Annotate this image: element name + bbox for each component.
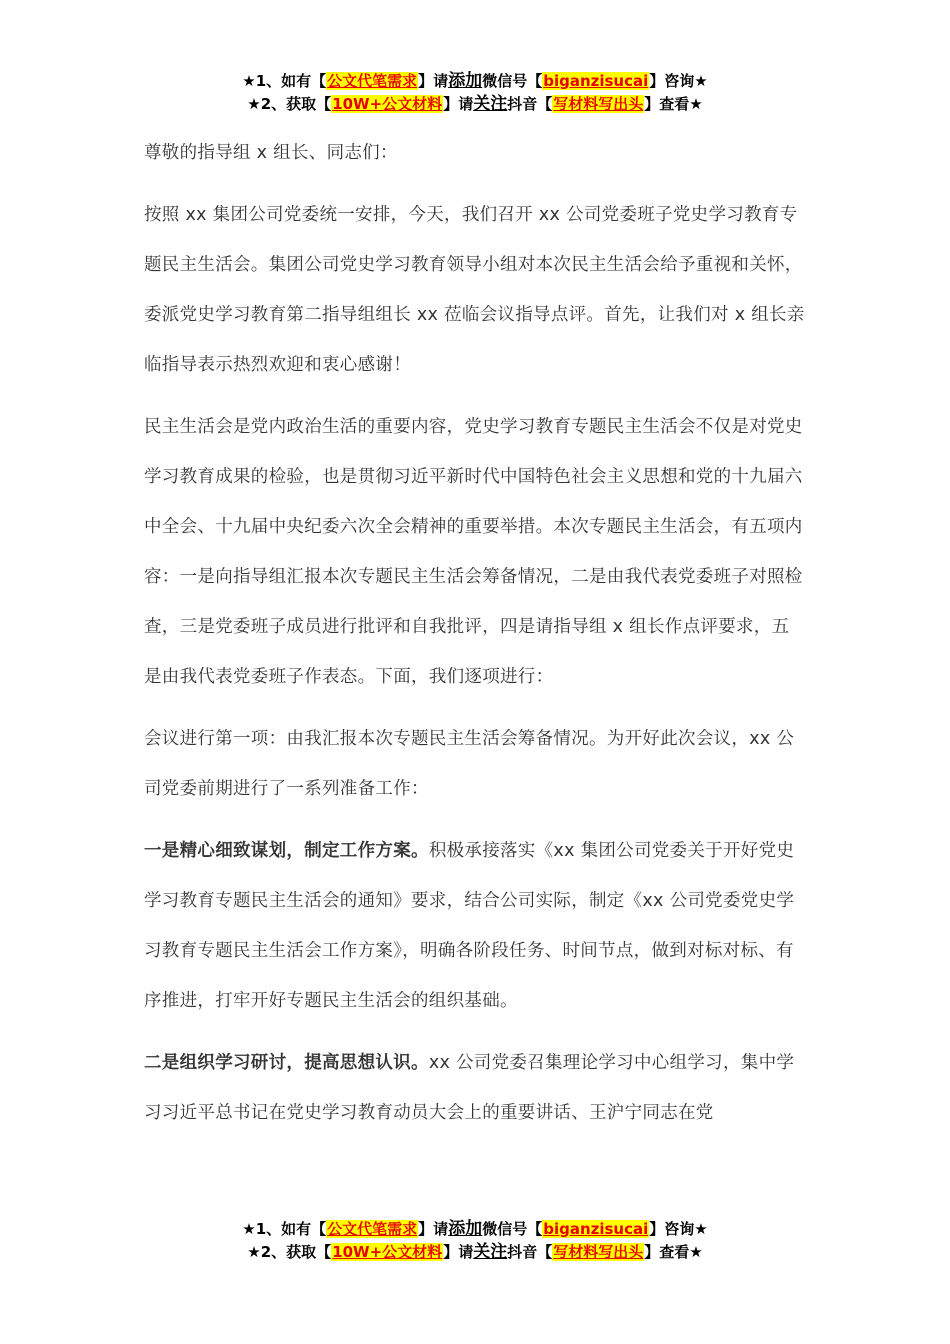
banner-text: 】请 xyxy=(418,72,449,90)
paragraph-planning xyxy=(144,826,806,1026)
banner-line-1 xyxy=(0,70,950,93)
emphasis-follow: 关注 xyxy=(473,94,508,114)
banner-text: 】咨询★ xyxy=(649,72,708,90)
paragraph-study xyxy=(144,1038,806,1138)
banner-line-1 xyxy=(0,1218,950,1241)
banner-text: 微信号【 xyxy=(482,1220,543,1238)
banner-line-2 xyxy=(0,93,950,116)
banner-text: 】查看★ xyxy=(644,1243,703,1261)
banner-text: 微信号【 xyxy=(482,72,543,90)
highlight-ghostwriting: 公文代笔需求 xyxy=(327,72,418,90)
highlight-materials: 10W+公文材料 xyxy=(332,95,443,113)
highlight-ghostwriting: 公文代笔需求 xyxy=(327,1220,418,1238)
emphasis-add: 添加 xyxy=(448,1219,483,1239)
highlight-materials: 10W+公文材料 xyxy=(332,1243,443,1261)
highlight-douyin-account: 写材料写出头 xyxy=(553,1243,644,1261)
footer-banner xyxy=(0,1218,950,1264)
banner-line-2 xyxy=(0,1241,950,1264)
banner-text: 抖音【 xyxy=(507,95,553,113)
banner-text: 】咨询★ xyxy=(649,1220,708,1238)
banner-text: ★2、获取【 xyxy=(247,95,332,113)
highlight-douyin-account: 写材料写出头 xyxy=(553,95,644,113)
document-body xyxy=(144,128,806,1150)
banner-text: ★1、如有【 xyxy=(242,1220,327,1238)
paragraph-text: xx 公司党委召集理论学习中心组学习，集中学习习近平总书记在党史学习教育动员大会上的重要讲话、王沪宁同志在党 xyxy=(144,1053,795,1123)
highlight-wechat-id: biganzisucai xyxy=(543,1220,649,1238)
paragraph-agenda: 民主生活会是党内政治生活的重要内容，党史学习教育专题民主生活会不仅是对党史学习教育成果的检验，也是贯彻习近平新时代中国特色社会主义思想和党的十九届六中全会、十九届中央纪委六次全会精神的重要举措。本次专题民主生活会，有五项内容：一是向指导组汇报本次专题民主生活会筹备情况，二是由我代表党委班子对照检查，三是党委班子成员进行批评和自我批评，四是请指导组 x 组长作点评要求，五是由我代表党委班子作表态。下面，我们逐项进行： xyxy=(144,417,803,687)
banner-text: ★2、获取【 xyxy=(247,1243,332,1261)
banner-text: 】请 xyxy=(418,1220,449,1238)
paragraph-opening: 按照 xx 集团公司党委统一安排，今天，我们召开 xx 公司党委班子党史学习教育专题民主生活会。集团公司党史学习教育领导小组对本次民主生活会给予重视和关怀，委派党史学习教育第二指导组组长 xx 莅临会议指导点评。首先，让我们对 x 组长亲临指导表示热烈欢迎和衷心感谢！ xyxy=(144,205,805,375)
paragraph-lead: 一是精心细致谋划，制定工作方案。 xyxy=(144,841,429,861)
paragraph-first-item: 会议进行第一项：由我汇报本次专题民主生活会筹备情况。为开好此次会议，xx 公司党委前期进行了一系列准备工作： xyxy=(144,729,795,799)
banner-text: 】请 xyxy=(443,95,474,113)
banner-text: 抖音【 xyxy=(507,1243,553,1261)
header-banner xyxy=(0,70,950,116)
banner-text: ★1、如有【 xyxy=(242,72,327,90)
paragraph-text: 积极承接落实《xx 集团公司党委关于开好党史学习教育专题民主生活会的通知》要求，结合公司实际，制定《xx 公司党委党史学习教育专题民主生活会工作方案》，明确各阶段任务、时间节点，做到对标对标、有序推进，打牢开好专题民主生活会的组织基础。 xyxy=(144,841,795,1011)
salutation: 尊敬的指导组 x 组长、同志们： xyxy=(144,143,398,163)
highlight-wechat-id: biganzisucai xyxy=(543,72,649,90)
emphasis-follow: 关注 xyxy=(473,1242,508,1262)
banner-text: 】查看★ xyxy=(644,95,703,113)
banner-text: 】请 xyxy=(443,1243,474,1261)
paragraph-lead: 二是组织学习研讨，提高思想认识。 xyxy=(144,1053,429,1073)
emphasis-add: 添加 xyxy=(448,71,483,91)
